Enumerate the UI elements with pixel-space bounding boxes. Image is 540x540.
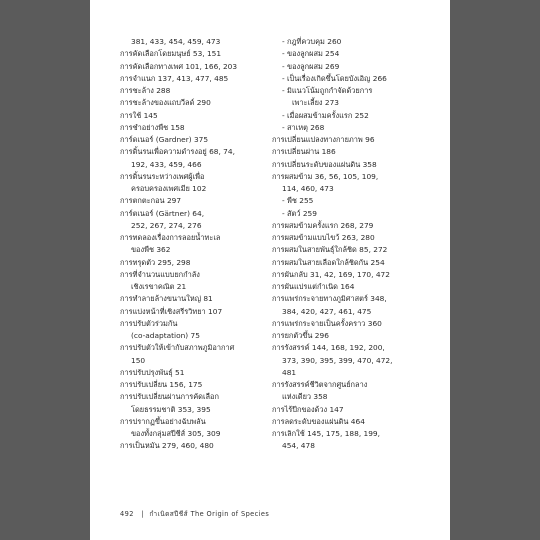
index-column-left <box>120 36 270 453</box>
index-entry: การผสมในสายพันธุ์ใกล้ชิด 85, 272 <box>272 245 388 255</box>
index-entry: การชะล้างของแถบวีลด์ 290 <box>120 98 211 108</box>
index-entry: การผสมในสายเลือดใกล้ชิดกัน 254 <box>272 257 385 267</box>
index-entry: การที่จำนวนแบบยกกำลัง <box>120 269 200 279</box>
book-title-thai: กำเนิดสปีชีส์ <box>149 510 189 518</box>
index-entry: การผันแปรแต่กำเนิด 164 <box>272 282 355 291</box>
index-entry: การใช้ 145 <box>120 110 158 120</box>
index-entry: การปรับตัวร่วมกัน <box>120 318 178 328</box>
index-entry: 381, 433, 454, 459, 473 <box>131 37 221 46</box>
index-entry: - สาเหตุ 268 <box>282 122 325 132</box>
index-entry: การ์ดเนอร์ (Gardner) 375 <box>120 135 209 144</box>
index-entry: เชิงเรขาคณิต 21 <box>131 282 187 291</box>
index-entry: 481 <box>282 367 297 377</box>
index-entry: 252, 267, 274, 276 <box>131 220 202 230</box>
index-entry: การชำอย่างพืช 158 <box>120 122 185 132</box>
index-entry: การเปลี่ยนผ่าน 186 <box>272 147 336 157</box>
index-entry: 192, 433, 459, 466 <box>131 159 202 169</box>
index-entry: การไร้ปีกของด้วง 147 <box>272 404 344 414</box>
index-entry: การ์ตเนอร์ (Gärtner) 64, <box>120 208 205 218</box>
index-entry: การเป็นหมัน 279, 460, 480 <box>120 441 214 451</box>
index-entry: - ของลูกผสม 254 <box>282 49 340 59</box>
index-entry: 454, 478 <box>282 441 315 451</box>
index-entry: การทรุดตัว 295, 298 <box>120 257 191 267</box>
index-entry: - เป็นเรื่องเกิดขึ้นโดยบังเอิญ 266 <box>282 73 387 83</box>
index-entry: - มิแนวโน้มถูกกำจัดด้วยการ <box>282 86 373 95</box>
index-entry: การแบ่งหน้าที่เชิงสรีรวิทยา 107 <box>120 306 223 316</box>
index-entry: การปรับตัวให้เข้ากับสภาพภูมิอากาศ <box>120 343 235 353</box>
index-entry: โดยธรรมชาติ 353, 395 <box>131 404 211 414</box>
index-entry: การคัดเลือกทางเพศ 101, 166, 203 <box>120 61 238 71</box>
index-entry: การแพร่กระจายทางภูมิศาสตร์ 348, <box>272 294 387 304</box>
index-entry: เพาะเลี้ยง 273 <box>292 98 339 108</box>
index-entry: - กฎที่ควบคุม 260 <box>282 37 342 46</box>
index-entry: การปรับปรุงพันธุ์ 51 <box>120 367 185 377</box>
index-entry: การแพร่กระจายเป็นครั้งคราว 360 <box>272 318 382 328</box>
index-entry: การเปลี่ยนระดับของแผ่นดิน 358 <box>272 159 377 169</box>
index-entry: การปรากฏขึ้นอย่างฉับพลัน <box>120 416 206 426</box>
index-column-right <box>272 36 442 453</box>
index-entry: การปรับเปลี่ยน 156, 175 <box>120 380 203 389</box>
index-entry: การชะล้าง 288 <box>120 86 171 95</box>
index-entry: - เมื่อผสมข้ามครั้งแรก 252 <box>282 110 369 120</box>
index-entry: แห่งเดียว 358 <box>282 392 328 402</box>
index-entry: 384, 420, 427, 461, 475 <box>282 306 372 316</box>
index-entry: (co-adaptation) 75 <box>131 331 200 340</box>
index-entry: - สัตว์ 259 <box>282 208 317 218</box>
index-entry: 114, 460, 473 <box>282 184 334 193</box>
index-entry: 150 <box>131 355 146 365</box>
index-entry: การทดลองเรื่องการลอยน้ำทะเล <box>120 233 221 242</box>
index-entry: - ของลูกผสม 269 <box>282 61 340 71</box>
index-entry: การคัดเลือกโดยมนุษย์ 53, 151 <box>120 49 222 59</box>
index-entry: การจำแนก 137, 413, 477, 485 <box>120 73 229 83</box>
index-entry: การเลิกใช้ 145, 175, 188, 199, <box>272 429 380 438</box>
index-entry: การดิ้นรนระหว่างเพศผู้เพื่อ <box>120 171 205 181</box>
page-number: 492 <box>120 510 134 518</box>
index-entry: การผสมข้าม 36, 56, 105, 109, <box>272 171 379 181</box>
index-entry: การผสมข้ามแบบไขว้ 263, 280 <box>272 233 375 242</box>
index-entry: การยกตัวขึ้น 296 <box>272 331 329 340</box>
index-entry: 373, 390, 395, 399, 470, 472, <box>282 355 393 365</box>
index-entry: ของพืช 362 <box>131 245 171 255</box>
index-entry: การผันกลับ 31, 42, 169, 170, 472 <box>272 269 390 279</box>
index-entry: การรังสรรค์ชีวิตจากศูนย์กลาง <box>272 380 368 389</box>
page-footer <box>120 508 269 519</box>
book-page <box>90 0 450 540</box>
index-entry: การผสมข้ามครั้งแรก 268, 279 <box>272 220 374 230</box>
index-entry: การเปลี่ยนแปลงทางกายภาพ 96 <box>272 135 375 144</box>
footer-separator: | <box>141 510 144 518</box>
index-entry: การทำลายล้างขนานใหญ่ 81 <box>120 294 213 304</box>
index-entry: การลดระดับของแผ่นดิน 464 <box>272 416 365 426</box>
index-entry: การรังสรรค์ 144, 168, 192, 200, <box>272 343 385 353</box>
index-entry: ของทั้งกลุ่มสปีชีส์ 305, 309 <box>131 429 221 438</box>
index-entry: - พืช 255 <box>282 196 314 206</box>
index-entry: ครอบครองเพศเมีย 102 <box>131 184 207 193</box>
index-entry: การดิ้นรนเพื่อความดำรงอยู่ 68, 74, <box>120 147 235 157</box>
index-entry: การปรับเปลี่ยนผ่านการคัดเลือก <box>120 392 219 402</box>
index-entry: การตกตะกอน 297 <box>120 196 182 206</box>
book-title-english: The Origin of Species <box>190 510 270 518</box>
